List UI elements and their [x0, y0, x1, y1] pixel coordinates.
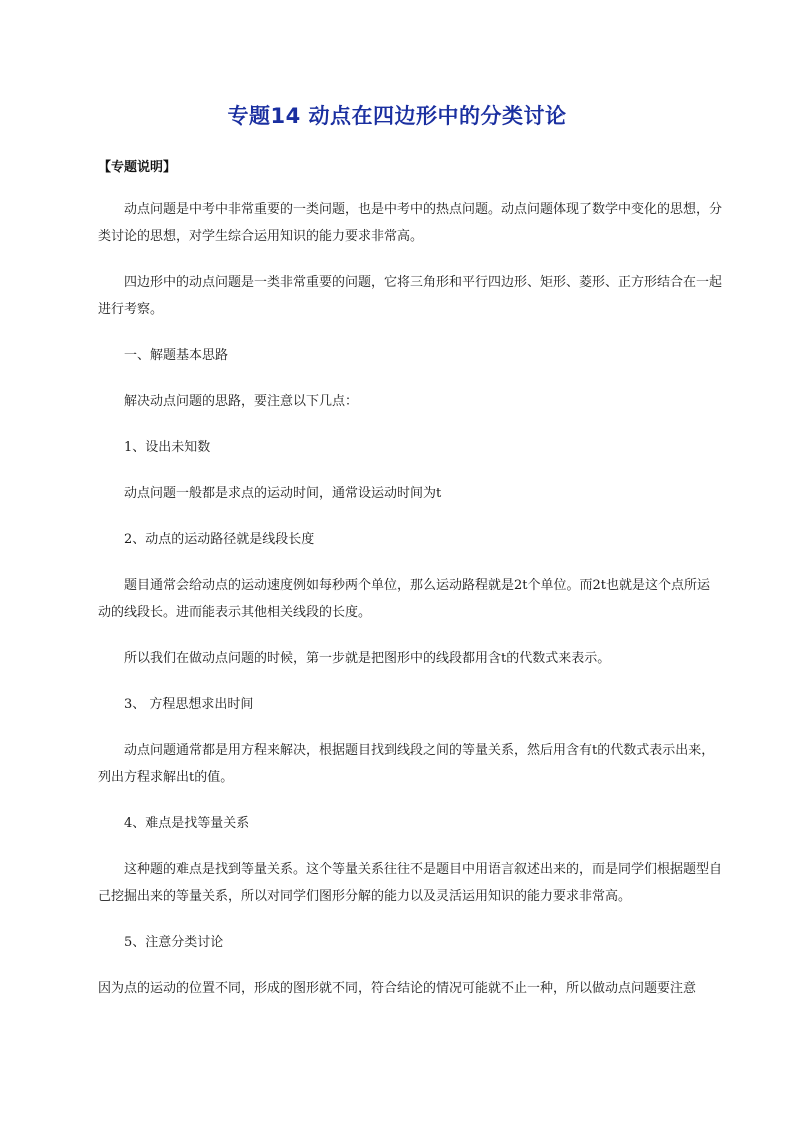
section-label: 【专题说明】 — [98, 160, 177, 175]
section-heading: 3、 方程思想求出时间 — [124, 697, 254, 712]
paragraph: 因为点的运动的位置不同，形成的图形就不同，符合结论的情况可能就不止一种，所以做动点问题要注意 — [98, 981, 697, 996]
document-body — [98, 196, 722, 1021]
section-heading: 一、解题基本思路 — [124, 348, 229, 363]
page-title: 专题14 动点在四边形中的分类讨论 — [227, 104, 567, 128]
paragraph: 题目通常会给动点的运动速度例如每秒两个单位，那么运动路程就是2t个单位。而2t也就是这个点所运动的线段长。进而能表示其他相关线段的长度。 — [98, 578, 710, 620]
section-heading: 2、动点的运动路径就是线段长度 — [124, 532, 315, 547]
paragraph: 所以我们在做动点问题的时候，第一步就是把图形中的线段都用含t的代数式来表示。 — [124, 651, 611, 666]
paragraph: 四边形中的动点问题是一类非常重要的问题，它将三角形和平行四边形、矩形、菱形、正方形结合在一起进行考察。 — [98, 275, 723, 317]
paragraph: 动点问题是中考中非常重要的一类问题，也是中考中的热点问题。动点问题体现了数学中变化的思想，分类讨论的思想，对学生综合运用知识的能力要求非常高。 — [98, 202, 723, 244]
paragraph: 动点问题通常都是用方程来解决，根据题目找到线段之间的等量关系，然后用含有t的代数式表示出来，列出方程求解出t的值。 — [98, 743, 715, 785]
paragraph: 这种题的难点是找到等量关系。这个等量关系往往不是题目中用语言叙述出来的，而是同学们根据题型自己挖掘出来的等量关系，所以对同学们图形分解的能力以及灵活运用知识的能力要求非常高。 — [98, 862, 723, 904]
section-heading: 4、难点是找等量关系 — [124, 816, 250, 831]
section-heading: 5、注意分类讨论 — [124, 935, 224, 950]
paragraph: 解决动点问题的思路，要注意以下几点： — [124, 394, 359, 409]
section-heading: 1、设出未知数 — [124, 440, 211, 455]
paragraph: 动点问题一般都是求点的运动时间，通常设运动时间为t — [124, 486, 442, 501]
